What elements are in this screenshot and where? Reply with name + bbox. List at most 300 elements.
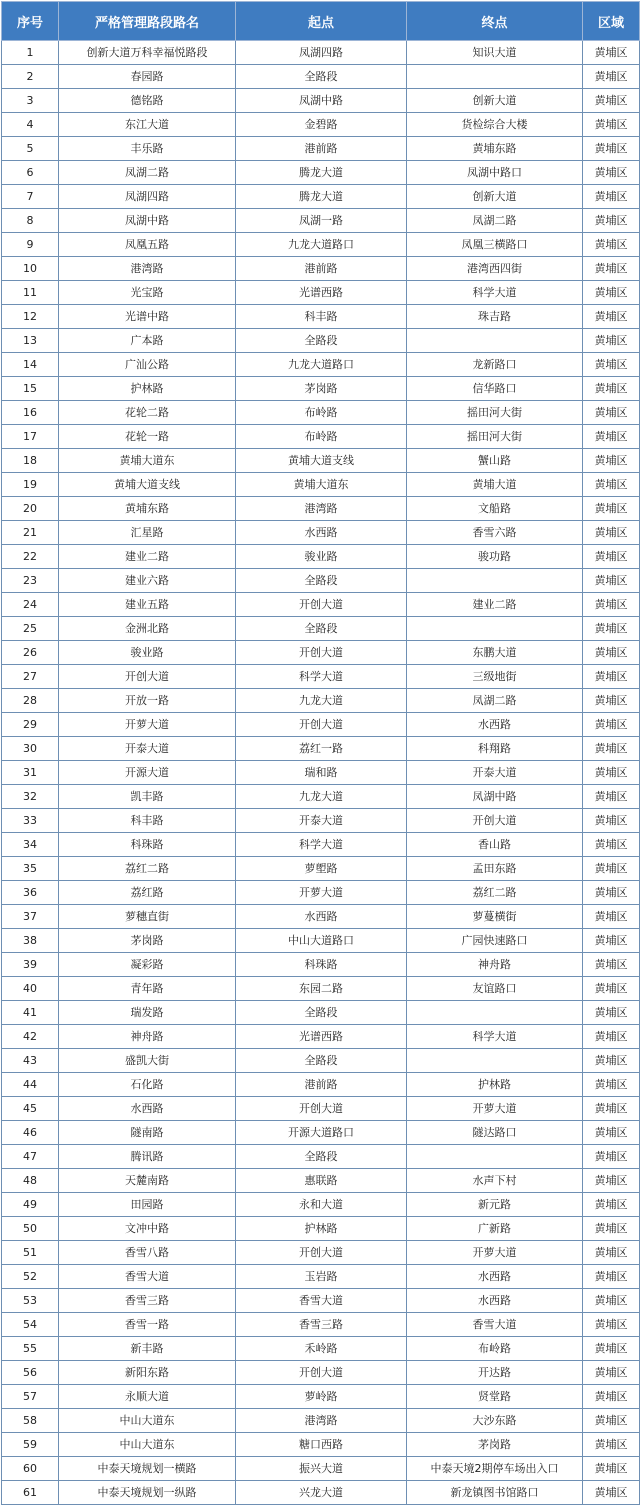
table-row bbox=[2, 1001, 640, 1025]
cell-end-point: 广新路 bbox=[407, 1217, 583, 1241]
table-row bbox=[2, 65, 640, 89]
cell-road-name: 田园路 bbox=[59, 1193, 236, 1217]
cell-road-name: 开创大道 bbox=[59, 665, 236, 689]
cell-district: 黄埔区 bbox=[583, 1481, 640, 1505]
cell-end-point: 黄埔东路 bbox=[407, 137, 583, 161]
cell-end-point: 孟田东路 bbox=[407, 857, 583, 881]
table-row bbox=[2, 353, 640, 377]
cell-road-name: 隧南路 bbox=[59, 1121, 236, 1145]
cell-end-point: 珠吉路 bbox=[407, 305, 583, 329]
cell-start-point: 萝岭路 bbox=[236, 1385, 407, 1409]
cell-district: 黄埔区 bbox=[583, 665, 640, 689]
cell-end-point bbox=[407, 617, 583, 641]
cell-start-point: 水西路 bbox=[236, 521, 407, 545]
table-row bbox=[2, 281, 640, 305]
cell-road-name: 茅岗路 bbox=[59, 929, 236, 953]
cell-road-name: 中泰天境规划一横路 bbox=[59, 1457, 236, 1481]
cell-road-name: 黄埔东路 bbox=[59, 497, 236, 521]
cell-index: 25 bbox=[2, 617, 59, 641]
cell-start-point: 全路段 bbox=[236, 329, 407, 353]
table-row bbox=[2, 1121, 640, 1145]
cell-road-name: 中泰天境规划一纵路 bbox=[59, 1481, 236, 1505]
cell-district: 黄埔区 bbox=[583, 1361, 640, 1385]
cell-end-point: 隧达路口 bbox=[407, 1121, 583, 1145]
cell-road-name: 建业六路 bbox=[59, 569, 236, 593]
cell-index: 32 bbox=[2, 785, 59, 809]
cell-index: 52 bbox=[2, 1265, 59, 1289]
cell-end-point: 贤堂路 bbox=[407, 1385, 583, 1409]
cell-road-name: 丰乐路 bbox=[59, 137, 236, 161]
cell-end-point: 茅岗路 bbox=[407, 1433, 583, 1457]
cell-index: 20 bbox=[2, 497, 59, 521]
cell-road-name: 文冲中路 bbox=[59, 1217, 236, 1241]
cell-end-point: 科学大道 bbox=[407, 1025, 583, 1049]
cell-index: 46 bbox=[2, 1121, 59, 1145]
table-row bbox=[2, 1409, 640, 1433]
cell-district: 黄埔区 bbox=[583, 1169, 640, 1193]
cell-start-point: 开萝大道 bbox=[236, 881, 407, 905]
table-row bbox=[2, 1169, 640, 1193]
cell-district: 黄埔区 bbox=[583, 353, 640, 377]
cell-index: 35 bbox=[2, 857, 59, 881]
cell-start-point: 开源大道路口 bbox=[236, 1121, 407, 1145]
cell-road-name: 荔红路 bbox=[59, 881, 236, 905]
cell-index: 47 bbox=[2, 1145, 59, 1169]
table-row bbox=[2, 329, 640, 353]
cell-start-point: 兴龙大道 bbox=[236, 1481, 407, 1505]
cell-end-point bbox=[407, 569, 583, 593]
table-row bbox=[2, 761, 640, 785]
header-district: 区域 bbox=[583, 2, 640, 41]
cell-start-point: 布岭路 bbox=[236, 425, 407, 449]
cell-district: 黄埔区 bbox=[583, 617, 640, 641]
table-row bbox=[2, 1097, 640, 1121]
header-index: 序号 bbox=[2, 2, 59, 41]
cell-district: 黄埔区 bbox=[583, 113, 640, 137]
table-row bbox=[2, 977, 640, 1001]
cell-road-name: 凯丰路 bbox=[59, 785, 236, 809]
cell-district: 黄埔区 bbox=[583, 1001, 640, 1025]
cell-start-point: 开创大道 bbox=[236, 641, 407, 665]
cell-end-point: 友谊路口 bbox=[407, 977, 583, 1001]
cell-index: 6 bbox=[2, 161, 59, 185]
table-row bbox=[2, 833, 640, 857]
cell-district: 黄埔区 bbox=[583, 257, 640, 281]
cell-road-name: 光宝路 bbox=[59, 281, 236, 305]
cell-end-point: 蟹山路 bbox=[407, 449, 583, 473]
table-row bbox=[2, 1457, 640, 1481]
cell-road-name: 开放一路 bbox=[59, 689, 236, 713]
cell-index: 53 bbox=[2, 1289, 59, 1313]
cell-district: 黄埔区 bbox=[583, 761, 640, 785]
cell-road-name: 花轮二路 bbox=[59, 401, 236, 425]
cell-road-name: 广本路 bbox=[59, 329, 236, 353]
cell-end-point: 凤凰三横路口 bbox=[407, 233, 583, 257]
cell-index: 8 bbox=[2, 209, 59, 233]
cell-road-name: 腾讯路 bbox=[59, 1145, 236, 1169]
cell-end-point: 三级地街 bbox=[407, 665, 583, 689]
cell-start-point: 全路段 bbox=[236, 65, 407, 89]
road-management-table bbox=[1, 1, 640, 1505]
cell-start-point: 光谱西路 bbox=[236, 1025, 407, 1049]
cell-start-point: 开创大道 bbox=[236, 1241, 407, 1265]
cell-start-point: 港前路 bbox=[236, 257, 407, 281]
cell-index: 34 bbox=[2, 833, 59, 857]
cell-index: 33 bbox=[2, 809, 59, 833]
table-row bbox=[2, 1217, 640, 1241]
cell-start-point: 开创大道 bbox=[236, 713, 407, 737]
cell-start-point: 全路段 bbox=[236, 1049, 407, 1073]
cell-district: 黄埔区 bbox=[583, 41, 640, 65]
cell-district: 黄埔区 bbox=[583, 977, 640, 1001]
header-row bbox=[2, 2, 640, 41]
cell-road-name: 石化路 bbox=[59, 1073, 236, 1097]
cell-start-point: 科丰路 bbox=[236, 305, 407, 329]
cell-start-point: 开创大道 bbox=[236, 1097, 407, 1121]
cell-end-point: 香雪六路 bbox=[407, 521, 583, 545]
cell-district: 黄埔区 bbox=[583, 497, 640, 521]
cell-district: 黄埔区 bbox=[583, 137, 640, 161]
cell-district: 黄埔区 bbox=[583, 569, 640, 593]
table-row bbox=[2, 953, 640, 977]
cell-district: 黄埔区 bbox=[583, 881, 640, 905]
cell-district: 黄埔区 bbox=[583, 833, 640, 857]
table-row bbox=[2, 1289, 640, 1313]
cell-end-point: 摇田河大街 bbox=[407, 401, 583, 425]
cell-start-point: 全路段 bbox=[236, 617, 407, 641]
cell-district: 黄埔区 bbox=[583, 1097, 640, 1121]
cell-district: 黄埔区 bbox=[583, 1049, 640, 1073]
cell-end-point: 文船路 bbox=[407, 497, 583, 521]
cell-index: 7 bbox=[2, 185, 59, 209]
cell-index: 2 bbox=[2, 65, 59, 89]
cell-end-point bbox=[407, 329, 583, 353]
cell-road-name: 盛凯大街 bbox=[59, 1049, 236, 1073]
cell-road-name: 凤湖中路 bbox=[59, 209, 236, 233]
cell-index: 10 bbox=[2, 257, 59, 281]
cell-start-point: 茅岗路 bbox=[236, 377, 407, 401]
cell-end-point bbox=[407, 65, 583, 89]
cell-district: 黄埔区 bbox=[583, 905, 640, 929]
cell-district: 黄埔区 bbox=[583, 305, 640, 329]
cell-road-name: 春园路 bbox=[59, 65, 236, 89]
cell-road-name: 香雪一路 bbox=[59, 1313, 236, 1337]
cell-road-name: 花轮一路 bbox=[59, 425, 236, 449]
table-row bbox=[2, 497, 640, 521]
table-row bbox=[2, 1265, 640, 1289]
cell-end-point: 广园快速路口 bbox=[407, 929, 583, 953]
cell-district: 黄埔区 bbox=[583, 809, 640, 833]
cell-index: 61 bbox=[2, 1481, 59, 1505]
cell-index: 4 bbox=[2, 113, 59, 137]
cell-district: 黄埔区 bbox=[583, 161, 640, 185]
cell-index: 41 bbox=[2, 1001, 59, 1025]
cell-district: 黄埔区 bbox=[583, 1121, 640, 1145]
cell-district: 黄埔区 bbox=[583, 377, 640, 401]
cell-road-name: 广汕公路 bbox=[59, 353, 236, 377]
cell-district: 黄埔区 bbox=[583, 281, 640, 305]
cell-road-name: 科丰路 bbox=[59, 809, 236, 833]
cell-index: 21 bbox=[2, 521, 59, 545]
cell-index: 14 bbox=[2, 353, 59, 377]
table-row bbox=[2, 881, 640, 905]
cell-road-name: 神舟路 bbox=[59, 1025, 236, 1049]
cell-road-name: 凤湖四路 bbox=[59, 185, 236, 209]
table-row bbox=[2, 617, 640, 641]
cell-start-point: 糖口西路 bbox=[236, 1433, 407, 1457]
table-row bbox=[2, 257, 640, 281]
cell-end-point: 香雪大道 bbox=[407, 1313, 583, 1337]
cell-start-point: 光谱西路 bbox=[236, 281, 407, 305]
cell-district: 黄埔区 bbox=[583, 593, 640, 617]
cell-start-point: 科学大道 bbox=[236, 665, 407, 689]
header-end-point: 终点 bbox=[407, 2, 583, 41]
cell-index: 44 bbox=[2, 1073, 59, 1097]
table-row bbox=[2, 137, 640, 161]
cell-index: 43 bbox=[2, 1049, 59, 1073]
cell-end-point: 知识大道 bbox=[407, 41, 583, 65]
cell-road-name: 香雪八路 bbox=[59, 1241, 236, 1265]
header-start-point: 起点 bbox=[236, 2, 407, 41]
cell-district: 黄埔区 bbox=[583, 449, 640, 473]
cell-road-name: 凤凰五路 bbox=[59, 233, 236, 257]
table-row bbox=[2, 641, 640, 665]
cell-index: 30 bbox=[2, 737, 59, 761]
cell-district: 黄埔区 bbox=[583, 1145, 640, 1169]
table-row bbox=[2, 737, 640, 761]
cell-index: 5 bbox=[2, 137, 59, 161]
cell-end-point: 凤湖中路口 bbox=[407, 161, 583, 185]
cell-road-name: 新阳东路 bbox=[59, 1361, 236, 1385]
cell-district: 黄埔区 bbox=[583, 545, 640, 569]
table-row bbox=[2, 809, 640, 833]
table-row bbox=[2, 665, 640, 689]
table-row bbox=[2, 185, 640, 209]
cell-index: 22 bbox=[2, 545, 59, 569]
cell-start-point: 骏业路 bbox=[236, 545, 407, 569]
cell-index: 50 bbox=[2, 1217, 59, 1241]
cell-end-point: 凤湖二路 bbox=[407, 689, 583, 713]
cell-district: 黄埔区 bbox=[583, 209, 640, 233]
cell-road-name: 瑞发路 bbox=[59, 1001, 236, 1025]
cell-index: 40 bbox=[2, 977, 59, 1001]
cell-road-name: 光谱中路 bbox=[59, 305, 236, 329]
cell-index: 45 bbox=[2, 1097, 59, 1121]
cell-end-point: 香山路 bbox=[407, 833, 583, 857]
cell-index: 24 bbox=[2, 593, 59, 617]
cell-road-name: 创新大道万科幸福悦路段 bbox=[59, 41, 236, 65]
cell-district: 黄埔区 bbox=[583, 185, 640, 209]
cell-road-name: 开泰大道 bbox=[59, 737, 236, 761]
cell-district: 黄埔区 bbox=[583, 953, 640, 977]
cell-start-point: 凤湖四路 bbox=[236, 41, 407, 65]
table-row bbox=[2, 1433, 640, 1457]
cell-district: 黄埔区 bbox=[583, 521, 640, 545]
cell-road-name: 汇星路 bbox=[59, 521, 236, 545]
cell-end-point: 护林路 bbox=[407, 1073, 583, 1097]
cell-start-point: 黄埔大道东 bbox=[236, 473, 407, 497]
table-header bbox=[2, 2, 640, 41]
table-row bbox=[2, 857, 640, 881]
cell-start-point: 萝塱路 bbox=[236, 857, 407, 881]
cell-district: 黄埔区 bbox=[583, 1289, 640, 1313]
cell-road-name: 护林路 bbox=[59, 377, 236, 401]
cell-road-name: 建业二路 bbox=[59, 545, 236, 569]
cell-index: 39 bbox=[2, 953, 59, 977]
table-row bbox=[2, 113, 640, 137]
cell-road-name: 港湾路 bbox=[59, 257, 236, 281]
cell-end-point: 东鹏大道 bbox=[407, 641, 583, 665]
cell-start-point: 全路段 bbox=[236, 1145, 407, 1169]
cell-road-name: 荔红二路 bbox=[59, 857, 236, 881]
cell-index: 16 bbox=[2, 401, 59, 425]
cell-index: 55 bbox=[2, 1337, 59, 1361]
table-row bbox=[2, 905, 640, 929]
table-row bbox=[2, 233, 640, 257]
cell-start-point: 东园二路 bbox=[236, 977, 407, 1001]
cell-start-point: 腾龙大道 bbox=[236, 185, 407, 209]
cell-end-point bbox=[407, 1049, 583, 1073]
cell-start-point: 黄埔大道支线 bbox=[236, 449, 407, 473]
cell-end-point: 信华路口 bbox=[407, 377, 583, 401]
cell-end-point: 骏功路 bbox=[407, 545, 583, 569]
cell-end-point: 龙新路口 bbox=[407, 353, 583, 377]
cell-start-point: 惠联路 bbox=[236, 1169, 407, 1193]
cell-start-point: 水西路 bbox=[236, 905, 407, 929]
cell-start-point: 禾岭路 bbox=[236, 1337, 407, 1361]
cell-index: 12 bbox=[2, 305, 59, 329]
cell-end-point bbox=[407, 1145, 583, 1169]
cell-end-point: 水西路 bbox=[407, 1289, 583, 1313]
cell-district: 黄埔区 bbox=[583, 401, 640, 425]
cell-start-point: 九龙大道 bbox=[236, 689, 407, 713]
cell-start-point: 中山大道路口 bbox=[236, 929, 407, 953]
cell-index: 37 bbox=[2, 905, 59, 929]
cell-end-point: 凤湖中路 bbox=[407, 785, 583, 809]
table-row bbox=[2, 1361, 640, 1385]
cell-start-point: 九龙大道路口 bbox=[236, 353, 407, 377]
cell-index: 58 bbox=[2, 1409, 59, 1433]
table-body bbox=[2, 41, 640, 1505]
cell-district: 黄埔区 bbox=[583, 689, 640, 713]
cell-start-point: 香雪大道 bbox=[236, 1289, 407, 1313]
table-row bbox=[2, 401, 640, 425]
cell-end-point: 萝蔓横街 bbox=[407, 905, 583, 929]
cell-district: 黄埔区 bbox=[583, 1313, 640, 1337]
cell-district: 黄埔区 bbox=[583, 233, 640, 257]
cell-index: 60 bbox=[2, 1457, 59, 1481]
cell-start-point: 腾龙大道 bbox=[236, 161, 407, 185]
cell-start-point: 港前路 bbox=[236, 137, 407, 161]
cell-district: 黄埔区 bbox=[583, 65, 640, 89]
cell-index: 31 bbox=[2, 761, 59, 785]
table-row bbox=[2, 521, 640, 545]
cell-road-name: 凝彩路 bbox=[59, 953, 236, 977]
cell-road-name: 开源大道 bbox=[59, 761, 236, 785]
cell-index: 11 bbox=[2, 281, 59, 305]
table-row bbox=[2, 1313, 640, 1337]
cell-start-point: 金碧路 bbox=[236, 113, 407, 137]
cell-index: 38 bbox=[2, 929, 59, 953]
cell-end-point: 开萝大道 bbox=[407, 1241, 583, 1265]
cell-district: 黄埔区 bbox=[583, 1241, 640, 1265]
table-row bbox=[2, 41, 640, 65]
cell-end-point: 新龙镇图书馆路口 bbox=[407, 1481, 583, 1505]
table-row bbox=[2, 377, 640, 401]
table-row bbox=[2, 545, 640, 569]
cell-start-point: 玉岩路 bbox=[236, 1265, 407, 1289]
cell-start-point: 港前路 bbox=[236, 1073, 407, 1097]
cell-district: 黄埔区 bbox=[583, 89, 640, 113]
cell-road-name: 香雪大道 bbox=[59, 1265, 236, 1289]
cell-road-name: 中山大道东 bbox=[59, 1433, 236, 1457]
cell-end-point: 神舟路 bbox=[407, 953, 583, 977]
cell-end-point: 水西路 bbox=[407, 713, 583, 737]
table-row bbox=[2, 209, 640, 233]
cell-start-point: 凤湖一路 bbox=[236, 209, 407, 233]
table-row bbox=[2, 89, 640, 113]
cell-index: 15 bbox=[2, 377, 59, 401]
cell-end-point: 凤湖二路 bbox=[407, 209, 583, 233]
cell-end-point: 摇田河大街 bbox=[407, 425, 583, 449]
cell-end-point: 港湾西四街 bbox=[407, 257, 583, 281]
cell-index: 49 bbox=[2, 1193, 59, 1217]
cell-road-name: 建业五路 bbox=[59, 593, 236, 617]
cell-district: 黄埔区 bbox=[583, 425, 640, 449]
cell-district: 黄埔区 bbox=[583, 1409, 640, 1433]
cell-road-name: 香雪三路 bbox=[59, 1289, 236, 1313]
cell-start-point: 科学大道 bbox=[236, 833, 407, 857]
table-row bbox=[2, 593, 640, 617]
cell-district: 黄埔区 bbox=[583, 857, 640, 881]
table-row bbox=[2, 1145, 640, 1169]
table-row bbox=[2, 473, 640, 497]
cell-start-point: 港湾路 bbox=[236, 497, 407, 521]
cell-index: 36 bbox=[2, 881, 59, 905]
table-row bbox=[2, 785, 640, 809]
cell-road-name: 新丰路 bbox=[59, 1337, 236, 1361]
cell-end-point: 水声下村 bbox=[407, 1169, 583, 1193]
cell-district: 黄埔区 bbox=[583, 713, 640, 737]
cell-district: 黄埔区 bbox=[583, 1193, 640, 1217]
cell-index: 27 bbox=[2, 665, 59, 689]
cell-start-point: 开泰大道 bbox=[236, 809, 407, 833]
cell-district: 黄埔区 bbox=[583, 785, 640, 809]
cell-start-point: 全路段 bbox=[236, 569, 407, 593]
cell-district: 黄埔区 bbox=[583, 473, 640, 497]
cell-index: 56 bbox=[2, 1361, 59, 1385]
cell-road-name: 科珠路 bbox=[59, 833, 236, 857]
cell-district: 黄埔区 bbox=[583, 1025, 640, 1049]
cell-index: 3 bbox=[2, 89, 59, 113]
cell-end-point: 建业二路 bbox=[407, 593, 583, 617]
cell-road-name: 黄埔大道东 bbox=[59, 449, 236, 473]
cell-end-point: 创新大道 bbox=[407, 89, 583, 113]
cell-end-point: 开泰大道 bbox=[407, 761, 583, 785]
cell-road-name: 凤湖二路 bbox=[59, 161, 236, 185]
cell-district: 黄埔区 bbox=[583, 1217, 640, 1241]
table-row bbox=[2, 1049, 640, 1073]
cell-district: 黄埔区 bbox=[583, 1073, 640, 1097]
cell-road-name: 水西路 bbox=[59, 1097, 236, 1121]
cell-start-point: 瑞和路 bbox=[236, 761, 407, 785]
cell-index: 17 bbox=[2, 425, 59, 449]
cell-index: 13 bbox=[2, 329, 59, 353]
cell-end-point: 创新大道 bbox=[407, 185, 583, 209]
table-row bbox=[2, 1241, 640, 1265]
cell-road-name: 金洲北路 bbox=[59, 617, 236, 641]
cell-index: 59 bbox=[2, 1433, 59, 1457]
